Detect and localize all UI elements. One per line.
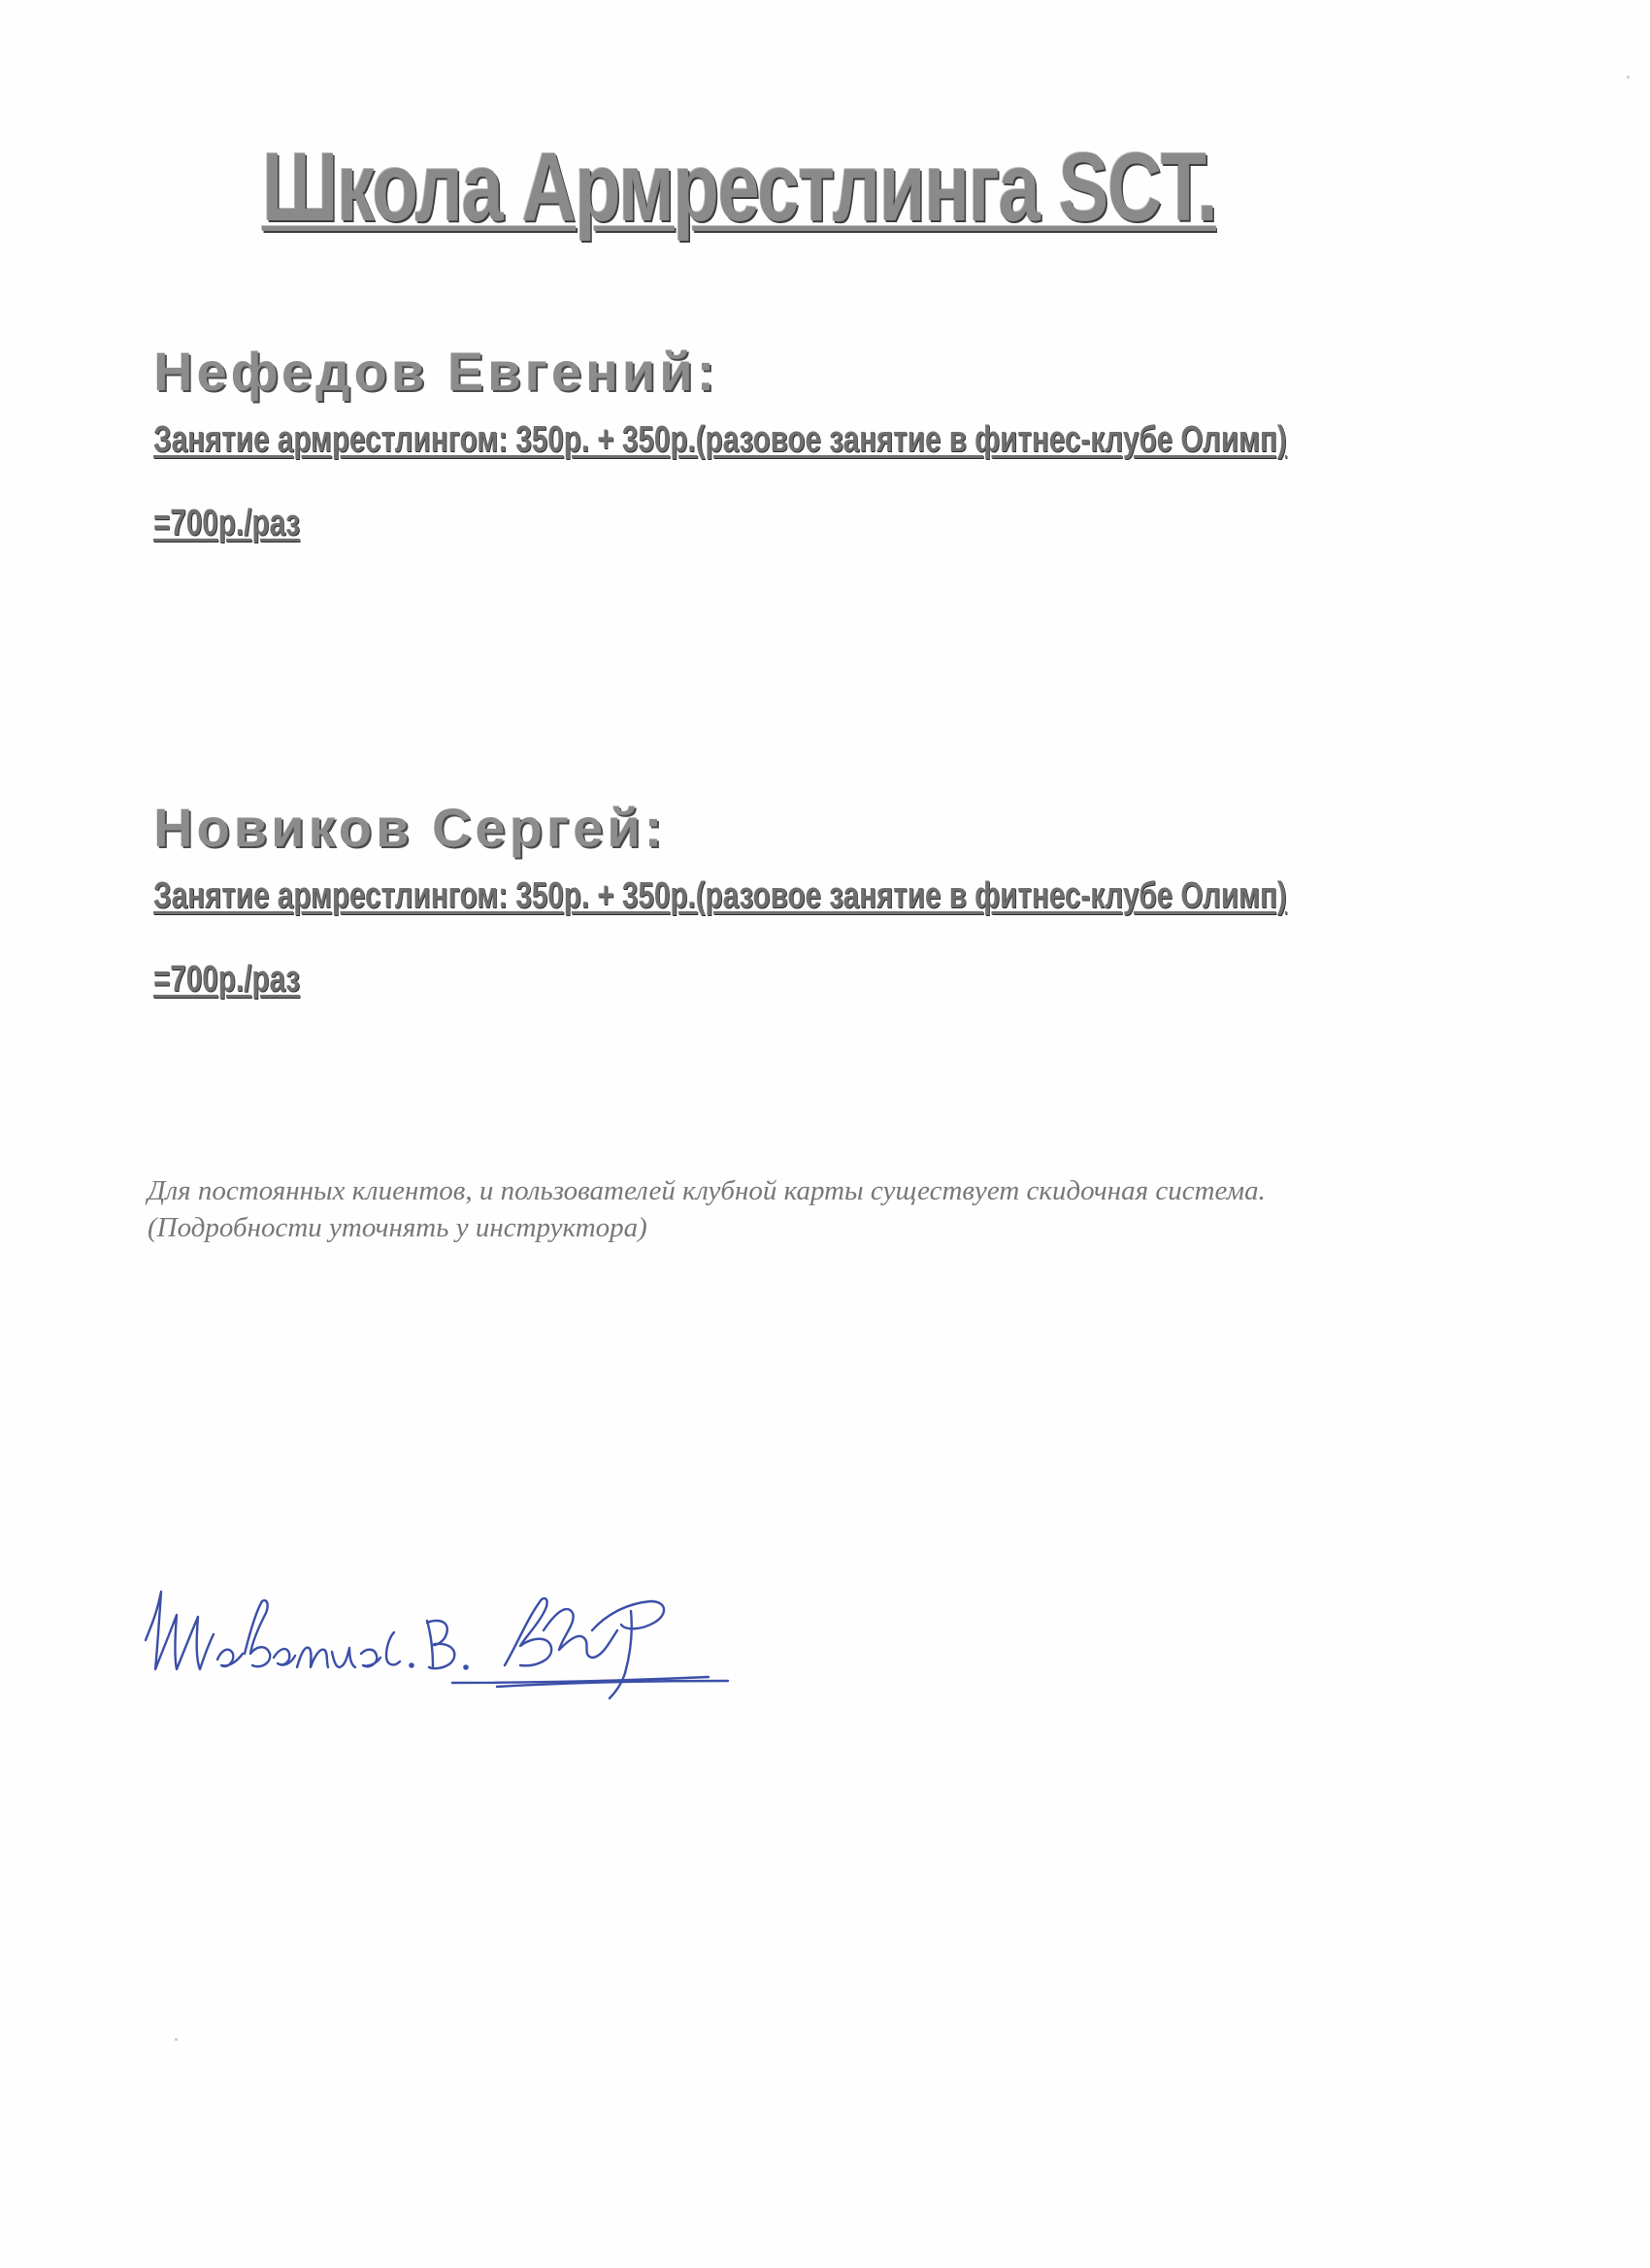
scan-speck [1627,76,1630,79]
instructor-name: Нефедов Евгений: [153,341,719,402]
lesson-price: =700р./раз [153,959,301,1000]
scan-speck [175,2038,178,2041]
school-title: Школа Армрестлинга SCT. [262,133,1217,242]
handwritten-signature [136,1553,767,1708]
instructor-block-nefedov [153,340,1415,545]
discount-note-line: (Подробности уточнять у инструктора) [148,1212,647,1243]
discount-note-line: Для постоянных клиентов, и пользователей клубной карты существует скидочная система. [148,1175,1266,1206]
instructor-name: Новиков Сергей: [153,797,667,858]
lesson-description: Занятие армрестлингом: 350р. + 350р.(разовое занятие в фитнес-клубе Олимп) [153,875,1287,916]
instructor-block-novikov [153,796,1415,1002]
lesson-price: =700р./раз [153,503,301,543]
discount-note [148,1172,1506,1246]
lesson-description: Занятие армрестлингом: 350р. + 350р.(разовое занятие в фитнес-клубе Олимп) [153,419,1287,460]
